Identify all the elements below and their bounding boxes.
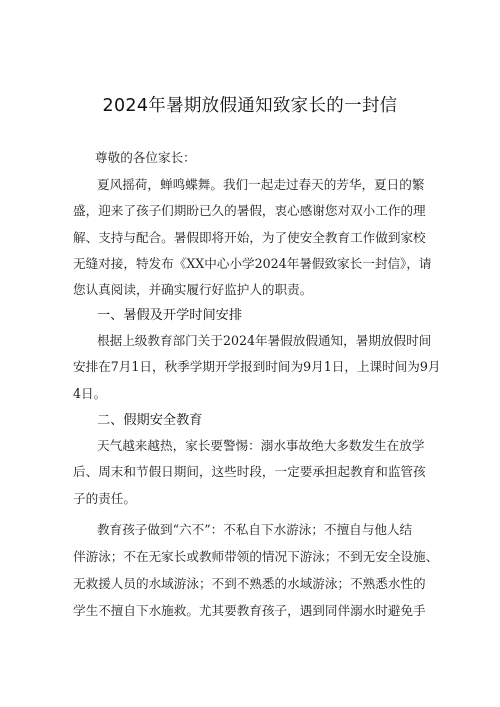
para1-line2: 盛，迎来了孩子们期盼已久的暑假，衷心感谢您对双小工作的理	[73, 203, 426, 218]
para4-line4: 学生不擅自下水施救。尤其要教育孩子，遇到同伴溺水时避免手	[73, 603, 426, 618]
para2-line2: 安排在7月1日，秋季学期开学报到时间为9月1日，上课时间为9月	[73, 359, 441, 374]
para3-line2: 后、周末和节假日期间，这些时段，一定要承担起教育和监管孩	[73, 464, 426, 479]
para3-line3: 子的责任。	[73, 491, 136, 506]
document-title: 2024年暑期放假通知致家长的一封信	[102, 96, 398, 116]
greeting: 尊敬的各位家长：	[95, 150, 196, 165]
para1-line1: 夏风摇荷，蝉鸣蝶舞。我们一起走过春天的芳华，夏日的繁	[97, 177, 425, 192]
section-heading-safety: 二、假期安全教育	[97, 413, 203, 428]
para4-line2: 伴游泳；不在无家长或教师带领的情况下游泳；不到无安全设施、	[73, 549, 439, 564]
para2-line3: 4日。	[73, 386, 107, 401]
para2-line1: 根据上级教育部门关于2024年暑假放假通知，暑期放假时间	[97, 333, 432, 348]
para4-line1: 教育孩子做到“六不”：不私自下水游泳；不擅自与他人结	[97, 522, 413, 537]
section-heading-schedule: 一、暑假及开学时间安排	[97, 308, 243, 323]
para1-line4: 无缝对接，特发布《XX中心小学2024年暑假致家长一封信》，请	[73, 256, 432, 271]
para3-line1: 天气越来越热，家长要警惕：溺水事故绝大多数发生在放学	[97, 438, 425, 453]
para1-line3: 解、支持与配合。暑假即将开始，为了使安全教育工作做到家校	[73, 230, 426, 245]
para1-line5: 您认真阅读，并确实履行好监护人的职责。	[73, 282, 313, 297]
para4-line3: 无救援人员的水域游泳；不到不熟悉的水域游泳；不熟悉水性的	[73, 576, 426, 591]
